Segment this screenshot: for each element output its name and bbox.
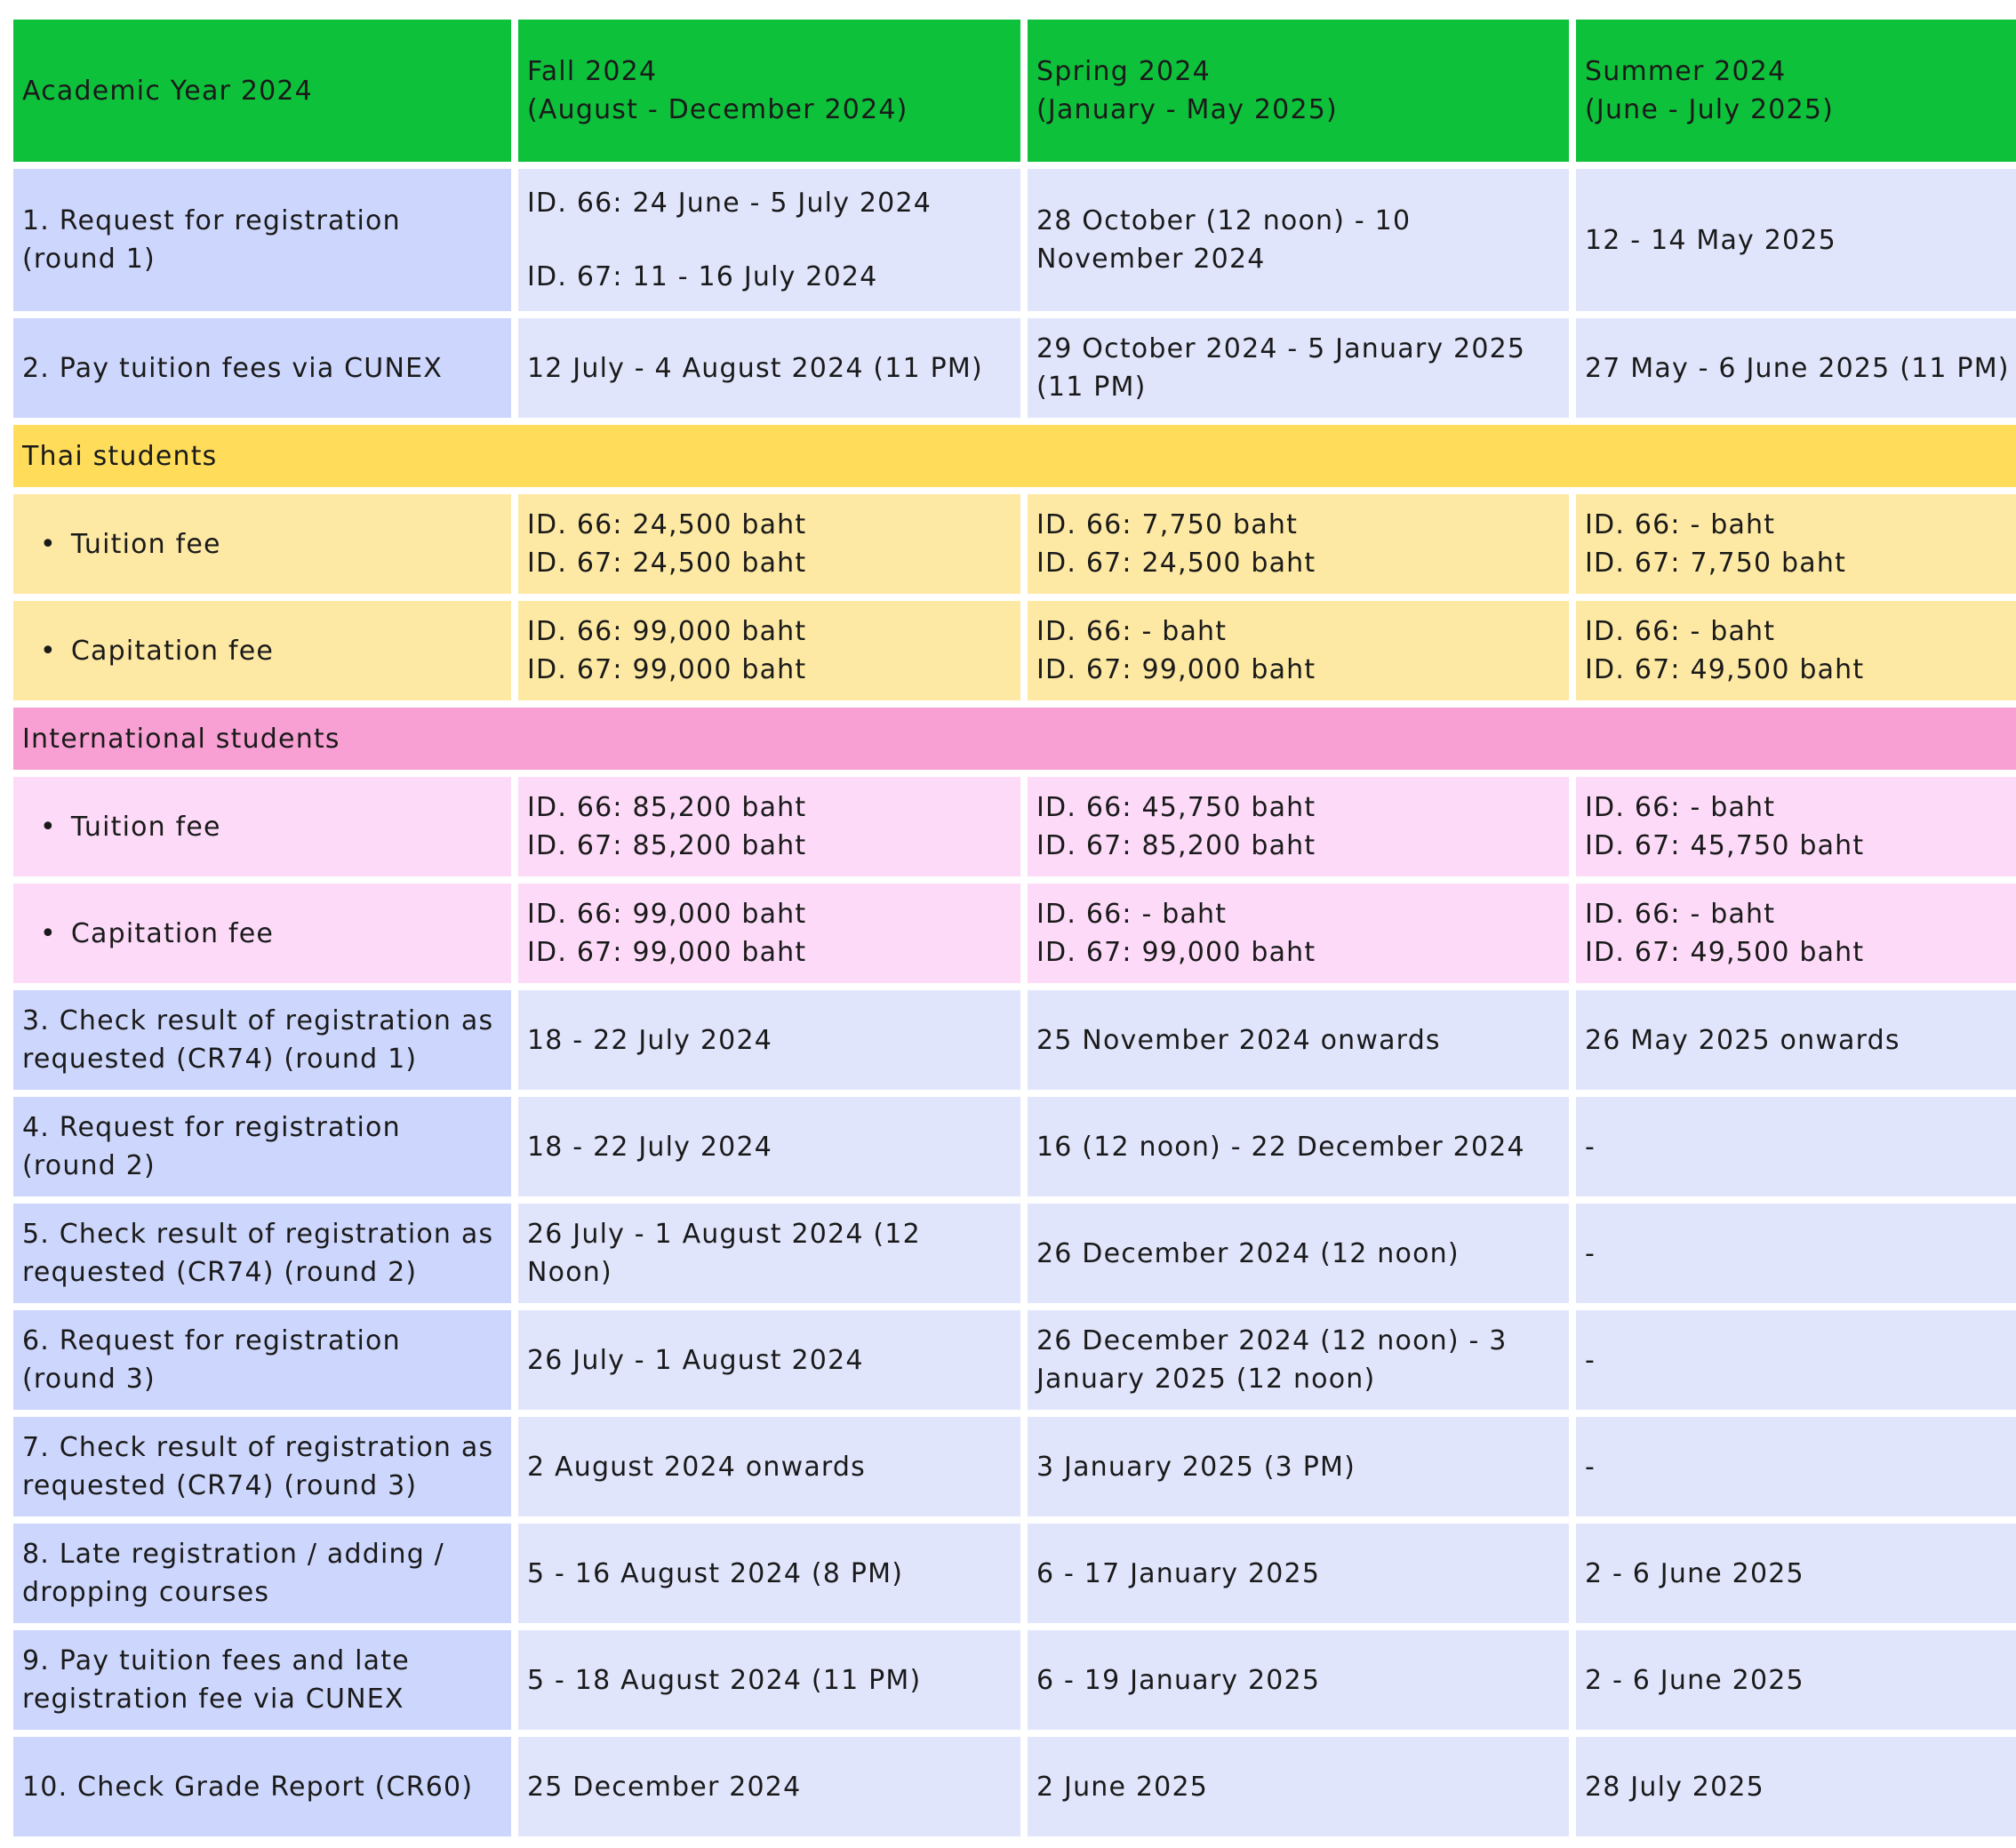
table-row — [13, 1737, 2016, 1836]
summer-cell: 2 - 6 June 2025 — [1576, 1630, 2016, 1730]
spring-cell: 26 December 2024 (12 noon) — [1028, 1204, 1569, 1303]
summer-cell: ID. 66: - baht ID. 67: 45,750 baht — [1576, 777, 2016, 876]
row-label: • Capitation fee — [13, 884, 511, 983]
fall-cell: 26 July - 1 August 2024 — [518, 1310, 1020, 1410]
spring-cell: 29 October 2024 - 5 January 2025 (11 PM) — [1028, 318, 1569, 418]
table-row — [13, 1524, 2016, 1623]
section-row-thai — [13, 425, 2016, 487]
spring-cell: 26 December 2024 (12 noon) - 3 January 2025 (12 noon) — [1028, 1310, 1569, 1410]
table-row — [13, 318, 2016, 418]
row-label: • Tuition fee — [13, 494, 511, 594]
fall-cell: 25 December 2024 — [518, 1737, 1020, 1836]
header-spring: Spring 2024 (January - May 2025) — [1028, 20, 1569, 162]
table-row — [13, 990, 2016, 1090]
fall-cell: 26 July - 1 August 2024 (12 Noon) — [518, 1204, 1020, 1303]
spring-cell: ID. 66: - baht ID. 67: 99,000 baht — [1028, 601, 1569, 700]
row-label: 1. Request for registration (round 1) — [13, 169, 511, 311]
fall-cell: 18 - 22 July 2024 — [518, 1097, 1020, 1196]
spring-cell: ID. 66: 7,750 baht ID. 67: 24,500 baht — [1028, 494, 1569, 594]
table-row — [13, 169, 2016, 311]
table-row — [13, 884, 2016, 983]
row-label: 8. Late registration / adding / dropping courses — [13, 1524, 511, 1623]
summer-cell: 26 May 2025 onwards — [1576, 990, 2016, 1090]
fall-cell: 2 August 2024 onwards — [518, 1417, 1020, 1516]
summer-cell: 2 - 6 June 2025 — [1576, 1524, 2016, 1623]
summer-cell: 27 May - 6 June 2025 (11 PM) — [1576, 318, 2016, 418]
fall-cell: ID. 66: 85,200 baht ID. 67: 85,200 baht — [518, 777, 1020, 876]
fall-cell: 5 - 18 August 2024 (11 PM) — [518, 1630, 1020, 1730]
section-title-thai: Thai students — [13, 425, 2016, 487]
row-label: • Capitation fee — [13, 601, 511, 700]
header-academic-year: Academic Year 2024 — [13, 20, 511, 162]
row-label: 4. Request for registration (round 2) — [13, 1097, 511, 1196]
summer-cell: - — [1576, 1310, 2016, 1410]
table-row — [13, 1417, 2016, 1516]
row-label: • Tuition fee — [13, 777, 511, 876]
table-row — [13, 601, 2016, 700]
table-row — [13, 1630, 2016, 1730]
row-label: 2. Pay tuition fees via CUNEX — [13, 318, 511, 418]
row-label: 9. Pay tuition fees and late registration fee via CUNEX — [13, 1630, 511, 1730]
registration-calendar-table — [6, 12, 2016, 1844]
summer-cell: - — [1576, 1204, 2016, 1303]
row-label: 3. Check result of registration as requested (CR74) (round 1) — [13, 990, 511, 1090]
header-summer: Summer 2024 (June - July 2025) — [1576, 20, 2016, 162]
fall-cell: ID. 66: 24,500 baht ID. 67: 24,500 baht — [518, 494, 1020, 594]
row-label: 10. Check Grade Report (CR60) — [13, 1737, 511, 1836]
fall-cell: 18 - 22 July 2024 — [518, 990, 1020, 1090]
fall-cell: 12 July - 4 August 2024 (11 PM) — [518, 318, 1020, 418]
fall-cell: ID. 66: 99,000 baht ID. 67: 99,000 baht — [518, 884, 1020, 983]
row-label: 6. Request for registration (round 3) — [13, 1310, 511, 1410]
section-row-international — [13, 708, 2016, 770]
table-row — [13, 1310, 2016, 1410]
row-label: 7. Check result of registration as requested (CR74) (round 3) — [13, 1417, 511, 1516]
spring-cell: 25 November 2024 onwards — [1028, 990, 1569, 1090]
row-label: 5. Check result of registration as requested (CR74) (round 2) — [13, 1204, 511, 1303]
header-row — [13, 20, 2016, 162]
spring-cell: 16 (12 noon) - 22 December 2024 — [1028, 1097, 1569, 1196]
summer-cell: ID. 66: - baht ID. 67: 49,500 baht — [1576, 884, 2016, 983]
summer-cell: - — [1576, 1417, 2016, 1516]
summer-cell: 12 - 14 May 2025 — [1576, 169, 2016, 311]
fall-cell: ID. 66: 99,000 baht ID. 67: 99,000 baht — [518, 601, 1020, 700]
fall-cell: ID. 66: 24 June - 5 July 2024 ID. 67: 11 - 16 July 2024 — [518, 169, 1020, 311]
table-row — [13, 777, 2016, 876]
spring-cell: 3 January 2025 (3 PM) — [1028, 1417, 1569, 1516]
table-row — [13, 494, 2016, 594]
fall-cell: 5 - 16 August 2024 (8 PM) — [518, 1524, 1020, 1623]
spring-cell: 28 October (12 noon) - 10 November 2024 — [1028, 169, 1569, 311]
summer-cell: ID. 66: - baht ID. 67: 7,750 baht — [1576, 494, 2016, 594]
header-fall: Fall 2024 (August - December 2024) — [518, 20, 1020, 162]
section-title-international: International students — [13, 708, 2016, 770]
table-row — [13, 1097, 2016, 1196]
spring-cell: 6 - 17 January 2025 — [1028, 1524, 1569, 1623]
table-row — [13, 1204, 2016, 1303]
summer-cell: ID. 66: - baht ID. 67: 49,500 baht — [1576, 601, 2016, 700]
spring-cell: 6 - 19 January 2025 — [1028, 1630, 1569, 1730]
spring-cell: ID. 66: 45,750 baht ID. 67: 85,200 baht — [1028, 777, 1569, 876]
spring-cell: 2 June 2025 — [1028, 1737, 1569, 1836]
summer-cell: 28 July 2025 — [1576, 1737, 2016, 1836]
spring-cell: ID. 66: - baht ID. 67: 99,000 baht — [1028, 884, 1569, 983]
summer-cell: - — [1576, 1097, 2016, 1196]
